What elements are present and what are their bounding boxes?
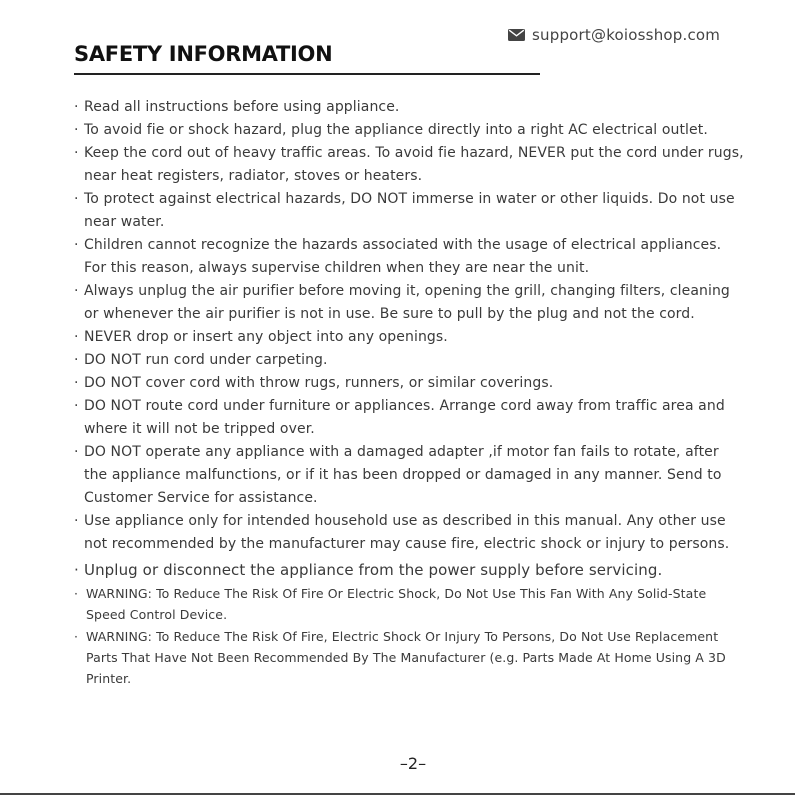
bullet: · xyxy=(74,191,79,207)
bullet: · xyxy=(74,513,79,529)
bullet: · xyxy=(74,398,79,414)
item-text: To protect against electrical hazards, DO NOT immerse in water or other liquids. Do not use near water. xyxy=(84,191,735,230)
item-text: Read all instructions before using appliance. xyxy=(84,99,400,115)
mail-icon xyxy=(508,29,525,41)
safety-item-servicing xyxy=(74,557,744,583)
bullet: · xyxy=(74,586,79,601)
item-text: Unplug or disconnect the appliance from the power supply before servicing. xyxy=(84,561,663,579)
item-text: DO NOT cover cord with throw rugs, runners, or similar coverings. xyxy=(84,375,554,391)
item-text: Children cannot recognize the hazards associated with the usage of electrical appliances. For this reason, always supervise children when they are near the unit. xyxy=(84,237,722,276)
item-text: NEVER drop or insert any object into any openings. xyxy=(84,329,448,345)
safety-item-carpeting xyxy=(74,349,744,372)
item-text: Always unplug the air purifier before moving it, opening the grill, changing filters, cleaning or whenever the air purifier is not in use. Be sure to pull by the plug and not the cord. xyxy=(84,283,730,322)
bullet: · xyxy=(74,352,79,368)
bullet: · xyxy=(74,145,79,161)
safety-item-intended-use xyxy=(74,510,744,556)
safety-item-furniture xyxy=(74,395,744,441)
safety-item-coverings xyxy=(74,372,744,395)
safety-item-openings xyxy=(74,326,744,349)
safety-list xyxy=(74,96,744,689)
title-underline xyxy=(74,73,540,75)
item-text: WARNING: To Reduce The Risk Of Fire Or Electric Shock, Do Not Use This Fan With Any Solid-State Speed Control Device. xyxy=(86,586,707,622)
safety-item-cord-traffic xyxy=(74,142,744,188)
item-text: Use appliance only for intended household use as described in this manual. Any other use not recommended by the manufacturer may cause fire, electric shock or injury to persons. xyxy=(84,513,730,552)
bullet: · xyxy=(74,237,79,253)
page-number: –2– xyxy=(399,754,427,773)
bullet: · xyxy=(74,99,79,115)
warning-speed-control xyxy=(74,583,744,625)
item-text: To avoid fie or shock hazard, plug the appliance directly into a right AC electrical outlet. xyxy=(84,122,708,138)
safety-item-ac-outlet xyxy=(74,119,744,142)
support-email: support@koiosshop.com xyxy=(532,26,721,44)
safety-item-read-instructions xyxy=(74,96,744,119)
item-text: DO NOT route cord under furniture or appliances. Arrange cord away from traffic area and where it will not be tripped over. xyxy=(84,398,725,437)
bullet: · xyxy=(74,122,79,138)
bullet: · xyxy=(74,329,79,345)
safety-item-unplug xyxy=(74,280,744,326)
safety-item-children xyxy=(74,234,744,280)
item-text: DO NOT operate any appliance with a damaged adapter ,if motor fan fails to rotate, after the appliance malfunctions, or if it has been dropped or damaged in any manner. Send to Customer Service for assistance. xyxy=(84,444,722,506)
bullet: · xyxy=(74,561,79,579)
bullet: · xyxy=(74,283,79,299)
support-contact xyxy=(508,26,720,44)
item-text: DO NOT run cord under carpeting. xyxy=(84,352,328,368)
item-text: WARNING: To Reduce The Risk Of Fire, Electric Shock Or Injury To Persons, Do Not Use Replacement Parts That Have Not Been Recommended By The Manufacturer (e.g. Parts Made At Home Using A 3D Printer. xyxy=(86,629,726,686)
bullet: · xyxy=(74,375,79,391)
bullet: · xyxy=(74,444,79,460)
item-text: Keep the cord out of heavy traffic areas. To avoid fie hazard, NEVER put the cord under rugs, near heat registers, radiator, stoves or heaters. xyxy=(84,145,744,184)
bullet: · xyxy=(74,629,79,644)
safety-item-water xyxy=(74,188,744,234)
safety-item-damaged-adapter xyxy=(74,441,744,510)
warning-replacement-parts xyxy=(74,626,744,689)
page-title: SAFETY INFORMATION xyxy=(74,42,333,66)
